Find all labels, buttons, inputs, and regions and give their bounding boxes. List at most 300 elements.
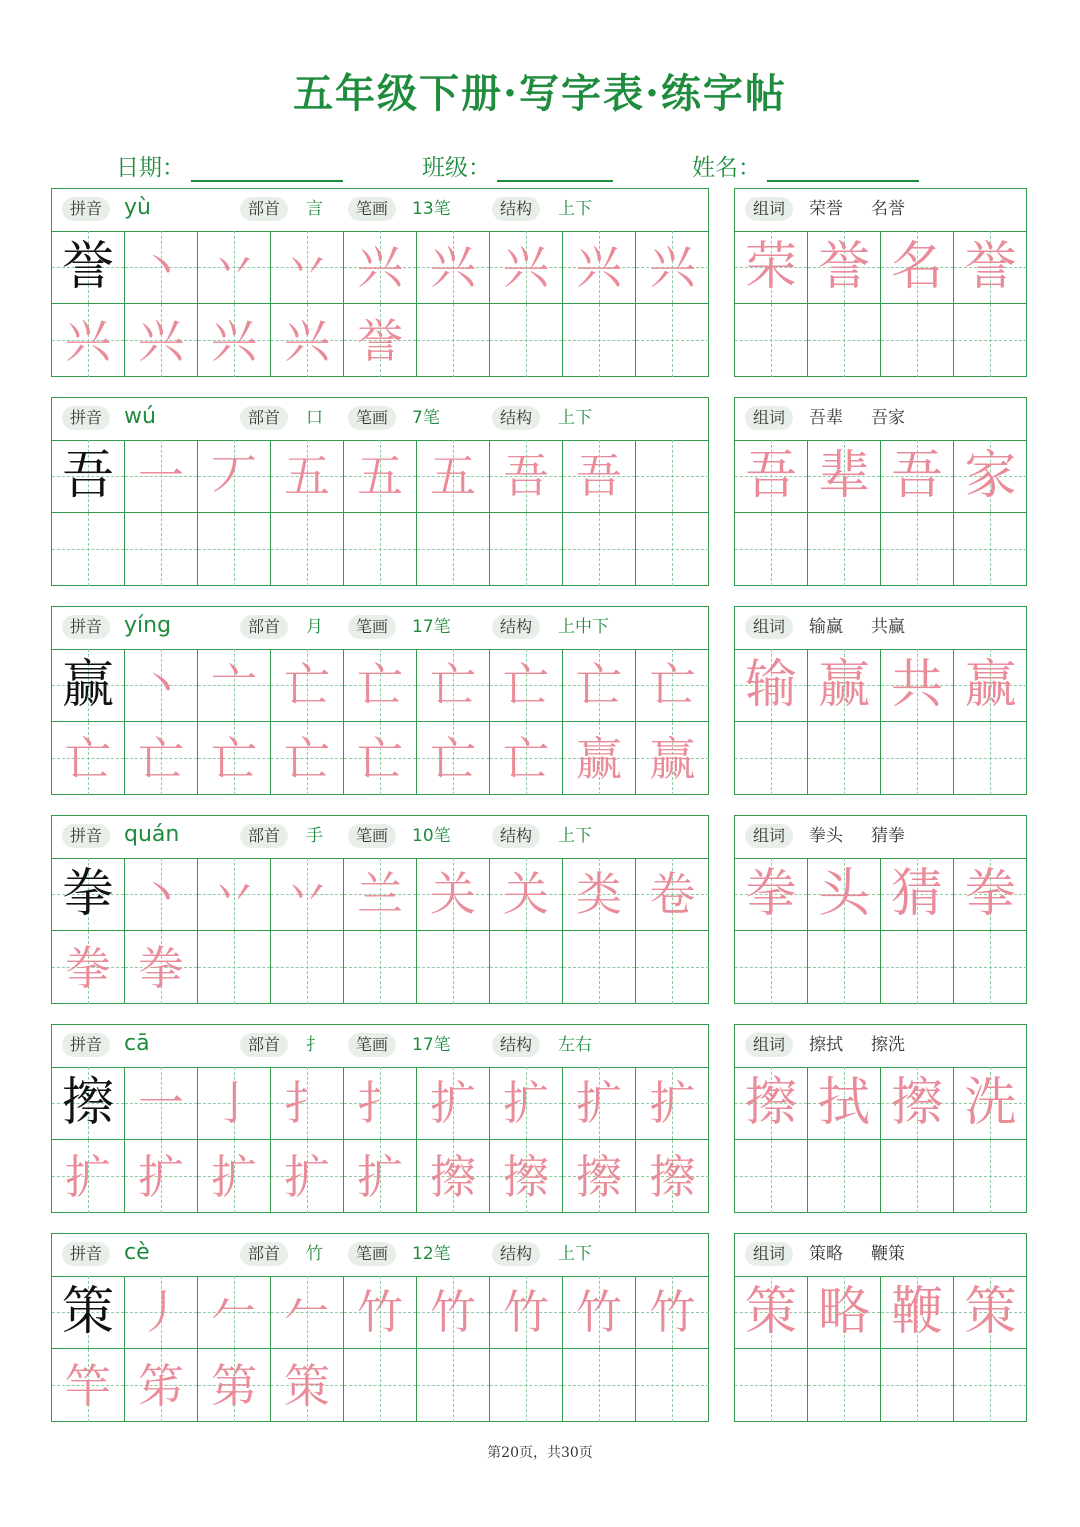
grid-cell[interactable]: [271, 1276, 344, 1349]
radical-value: 手: [306, 826, 323, 846]
grid-cell[interactable]: [735, 1349, 808, 1422]
grid-cell[interactable]: [271, 231, 344, 304]
grid-cell[interactable]: [954, 858, 1027, 931]
radical-tag: 部首: [240, 824, 288, 848]
grid-cell[interactable]: [125, 513, 198, 586]
stroke-step-character: 擦: [430, 1149, 476, 1204]
word-label: 吾辈: [809, 408, 843, 428]
grid-cell[interactable]: [636, 722, 709, 795]
stroke-step-character: 一: [138, 449, 184, 503]
strokes-tag: 笔画: [348, 406, 396, 430]
grid-cell[interactable]: [271, 649, 344, 722]
grid-cell[interactable]: [735, 231, 808, 304]
grid-cell[interactable]: [735, 1067, 808, 1140]
stroke-step-character: 擦: [576, 1149, 622, 1204]
grid-cell[interactable]: [954, 722, 1027, 795]
grid-cell[interactable]: [954, 931, 1027, 1004]
grid-cell[interactable]: [417, 304, 490, 377]
word-trace-character: 荣: [744, 237, 797, 297]
grid-cell[interactable]: [198, 1140, 271, 1213]
grid-cell[interactable]: [808, 649, 881, 722]
pinyin-tag: 拼音: [62, 1242, 110, 1266]
word-label: 共赢: [871, 617, 905, 637]
word-trace-character: 共: [890, 655, 943, 715]
grid-cell[interactable]: [198, 858, 271, 931]
grid-cell[interactable]: [636, 513, 709, 586]
stroke-step-character: 扩: [138, 1149, 184, 1204]
stroke-step-character: 拳: [65, 940, 111, 995]
grid-cell[interactable]: [563, 1276, 636, 1349]
word-label: 策略: [809, 1244, 843, 1264]
grid-cell[interactable]: [417, 1067, 490, 1140]
grid-cell[interactable]: [52, 722, 125, 795]
strokes-value: 10笔: [412, 826, 451, 846]
stroke-step-character: 丶: [138, 240, 184, 294]
pinyin-tag: 拼音: [62, 615, 110, 639]
structure-tag: 结构: [492, 406, 540, 430]
practice-panel: [51, 1233, 709, 1422]
class-line[interactable]: [497, 152, 613, 182]
structure-tag: 结构: [492, 1033, 540, 1057]
structure-tag: 结构: [492, 615, 540, 639]
stroke-step-character: 亡: [503, 658, 549, 712]
word-label: 擦洗: [871, 1035, 905, 1055]
page-title: 五年级下册·写字表·练字帖: [293, 70, 787, 117]
grid-cell[interactable]: [808, 304, 881, 377]
word-trace-character: 策: [744, 1282, 797, 1342]
stroke-step-character: 第: [211, 1358, 257, 1413]
stroke-step-character: 丷: [211, 240, 257, 294]
grid-cell[interactable]: [735, 1276, 808, 1349]
grid-cell[interactable]: [636, 231, 709, 304]
class-label: 班级：: [422, 155, 491, 181]
words-header: [735, 607, 1026, 650]
model-character: 吾: [61, 446, 114, 506]
grid-cell[interactable]: [881, 931, 954, 1004]
radical-value: 扌: [306, 1035, 323, 1055]
word-trace-character: 头: [817, 864, 870, 924]
pinyin-tag: 拼音: [62, 1033, 110, 1057]
grid-cell[interactable]: [52, 649, 125, 722]
grid-cell[interactable]: [198, 722, 271, 795]
structure-tag: 结构: [492, 824, 540, 848]
grid-cell[interactable]: [125, 1276, 198, 1349]
grid-cell[interactable]: [954, 1349, 1027, 1422]
grid-cell[interactable]: [563, 1349, 636, 1422]
grid-cell[interactable]: [881, 1349, 954, 1422]
name-field: [692, 146, 919, 182]
grid-cell[interactable]: [636, 1140, 709, 1213]
stroke-step-character: 扩: [357, 1149, 403, 1204]
stroke-step-character: 兴: [65, 313, 111, 368]
grid-cell[interactable]: [490, 931, 563, 1004]
grid-cell[interactable]: [881, 440, 954, 513]
word-trace-character: 擦: [744, 1073, 797, 1133]
stroke-step-character: 兴: [211, 313, 257, 368]
words-tag: 组词: [745, 1242, 793, 1266]
page-footer: 第20页，共30页: [487, 1445, 593, 1461]
word-trace-character: 拳: [964, 864, 1017, 924]
grid-cell[interactable]: [271, 1349, 344, 1422]
grid-cell[interactable]: [198, 649, 271, 722]
grid-cell[interactable]: [490, 231, 563, 304]
radical-tag: 部首: [240, 615, 288, 639]
grid-cell[interactable]: [125, 304, 198, 377]
structure-tag: 结构: [492, 197, 540, 221]
radical-tag: 部首: [240, 406, 288, 430]
stroke-step-character: 竹: [503, 1285, 549, 1339]
date-line[interactable]: [191, 152, 343, 182]
stroke-step-character: 亡: [65, 731, 111, 786]
pinyin-tag: 拼音: [62, 406, 110, 430]
word-label: 擦拭: [809, 1035, 843, 1055]
word-label: 鞭策: [871, 1244, 905, 1264]
grid-cell[interactable]: [52, 931, 125, 1004]
stroke-step-character: 擦: [503, 1149, 549, 1204]
word-trace-character: 辈: [817, 446, 870, 506]
words-header: [735, 189, 1026, 232]
grid-cell[interactable]: [198, 931, 271, 1004]
grid-cell[interactable]: [735, 513, 808, 586]
grid-cell[interactable]: [125, 858, 198, 931]
words-tag: 组词: [745, 615, 793, 639]
grid-cell[interactable]: [490, 649, 563, 722]
grid-cell[interactable]: [490, 1067, 563, 1140]
grid-cell[interactable]: [52, 440, 125, 513]
grid-cell[interactable]: [198, 1276, 271, 1349]
model-character: 誉: [61, 237, 114, 297]
grid-cell[interactable]: [125, 440, 198, 513]
practice-panel: [51, 606, 709, 795]
name-line[interactable]: [767, 152, 919, 182]
strokes-tag: 笔画: [348, 197, 396, 221]
practice-panel: [51, 1024, 709, 1213]
grid-cell[interactable]: [198, 440, 271, 513]
words-header: [735, 1025, 1026, 1068]
word-trace-character: 名: [890, 237, 943, 297]
stroke-step-character: 亡: [357, 731, 403, 786]
grid-cell[interactable]: [417, 440, 490, 513]
model-character: 赢: [61, 655, 114, 715]
stroke-step-character: 关: [503, 867, 549, 921]
stroke-step-character: 五: [284, 449, 330, 503]
grid-cell[interactable]: [417, 231, 490, 304]
grid-cell[interactable]: [417, 1349, 490, 1422]
radical-value: 竹: [306, 1244, 323, 1264]
grid-cell[interactable]: [881, 1140, 954, 1213]
grid-cell[interactable]: [808, 231, 881, 304]
radical-tag: 部首: [240, 1033, 288, 1057]
grid-cell[interactable]: [881, 513, 954, 586]
grid-cell[interactable]: [417, 722, 490, 795]
stroke-step-character: 丿: [138, 1285, 184, 1339]
stroke-step-character: 兴: [430, 240, 476, 294]
stroke-step-character: 亡: [576, 658, 622, 712]
stroke-step-character: 卷: [649, 867, 696, 921]
grid-cell[interactable]: [735, 1140, 808, 1213]
words-tag: 组词: [745, 197, 793, 221]
grid-cell[interactable]: [344, 1276, 417, 1349]
strokes-tag: 笔画: [348, 615, 396, 639]
word-trace-character: 誉: [817, 237, 870, 297]
grid-cell[interactable]: [344, 304, 417, 377]
grid-cell[interactable]: [881, 231, 954, 304]
grid-cell[interactable]: [198, 304, 271, 377]
stroke-step-character: 兴: [503, 240, 549, 294]
grid-cell[interactable]: [808, 722, 881, 795]
grid-cell[interactable]: [563, 231, 636, 304]
stroke-step-character: 𠂉: [211, 1285, 257, 1339]
grid-cell[interactable]: [954, 649, 1027, 722]
grid-cell[interactable]: [125, 649, 198, 722]
grid-cell[interactable]: [271, 858, 344, 931]
grid-cell[interactable]: [344, 722, 417, 795]
grid-cell[interactable]: [198, 231, 271, 304]
stroke-step-character: 扩: [211, 1149, 257, 1204]
grid-cell[interactable]: [735, 440, 808, 513]
grid-cell[interactable]: [881, 722, 954, 795]
grid-cell[interactable]: [954, 231, 1027, 304]
stroke-step-character: 誉: [357, 313, 403, 368]
grid-cell[interactable]: [344, 649, 417, 722]
grid-cell[interactable]: [490, 1140, 563, 1213]
grid-cell[interactable]: [52, 858, 125, 931]
stroke-step-character: 赢: [649, 731, 696, 786]
grid-cell[interactable]: [636, 304, 709, 377]
grid-cell[interactable]: [344, 1067, 417, 1140]
grid-cell[interactable]: [735, 649, 808, 722]
grid-cell[interactable]: [881, 858, 954, 931]
grid-cell[interactable]: [52, 1349, 125, 1422]
word-trace-character: 家: [964, 446, 1017, 506]
pinyin-value: yù: [124, 195, 151, 220]
stroke-step-character: 丷: [211, 867, 257, 921]
grid-cell[interactable]: [417, 513, 490, 586]
stroke-step-character: 扩: [503, 1076, 549, 1130]
grid-cell[interactable]: [125, 1349, 198, 1422]
grid-cell[interactable]: [417, 858, 490, 931]
grid-cell[interactable]: [881, 304, 954, 377]
grid-cell[interactable]: [344, 1349, 417, 1422]
char-info-header: [52, 189, 708, 232]
stroke-step-character: 亡: [357, 658, 403, 712]
radical-tag: 部首: [240, 1242, 288, 1266]
stroke-step-character: 一: [138, 1076, 184, 1130]
grid-cell[interactable]: [563, 649, 636, 722]
grid-cell[interactable]: [344, 858, 417, 931]
words-panel: [734, 188, 1027, 377]
stroke-step-character: 吾: [503, 449, 549, 503]
words-panel: [734, 815, 1027, 1004]
stroke-step-character: 丷: [284, 867, 330, 921]
grid-cell[interactable]: [417, 649, 490, 722]
grid-cell[interactable]: [271, 440, 344, 513]
stroke-step-character: 亡: [430, 658, 476, 712]
grid-cell[interactable]: [563, 931, 636, 1004]
grid-cell[interactable]: [417, 1140, 490, 1213]
grid-cell[interactable]: [344, 440, 417, 513]
pinyin-value: wú: [124, 404, 156, 429]
grid-cell[interactable]: [344, 231, 417, 304]
grid-cell[interactable]: [344, 513, 417, 586]
strokes-tag: 笔画: [348, 1242, 396, 1266]
structure-value: 左右: [558, 1035, 592, 1055]
grid-cell[interactable]: [954, 1140, 1027, 1213]
practice-panel: [51, 397, 709, 586]
char-info-header: [52, 816, 708, 859]
grid-cell[interactable]: [563, 858, 636, 931]
grid-cell[interactable]: [735, 722, 808, 795]
grid-cell[interactable]: [125, 231, 198, 304]
name-label: 姓名：: [692, 155, 761, 181]
grid-cell[interactable]: [271, 304, 344, 377]
stroke-step-character: 兴: [138, 313, 184, 368]
grid-cell[interactable]: [954, 1276, 1027, 1349]
word-trace-character: 吾: [744, 446, 797, 506]
stroke-step-character: 扩: [649, 1076, 696, 1130]
grid-cell[interactable]: [808, 1276, 881, 1349]
grid-cell[interactable]: [271, 931, 344, 1004]
pinyin-value: cā: [124, 1031, 150, 1056]
grid-cell[interactable]: [344, 1140, 417, 1213]
stroke-step-character: 擦: [649, 1149, 696, 1204]
grid-cell[interactable]: [52, 1140, 125, 1213]
structure-value: 上下: [558, 408, 592, 428]
stroke-step-character: 拳: [138, 940, 184, 995]
stroke-step-character: 扩: [576, 1076, 622, 1130]
stroke-step-character: 策: [284, 1358, 330, 1413]
grid-cell[interactable]: [636, 858, 709, 931]
stroke-step-character: 亡: [138, 731, 184, 786]
word-trace-character: 拭: [817, 1073, 870, 1133]
model-character: 策: [61, 1282, 114, 1342]
stroke-step-character: 竹: [357, 1285, 403, 1339]
word-trace-character: 誉: [964, 237, 1017, 297]
stroke-step-character: 丶: [138, 867, 184, 921]
char-info-header: [52, 1025, 708, 1068]
stroke-step-character: 亡: [284, 658, 330, 712]
radical-value: 月: [306, 617, 323, 637]
grid-cell[interactable]: [52, 513, 125, 586]
date-label: 日期：: [116, 155, 185, 181]
grid-cell[interactable]: [563, 440, 636, 513]
grid-cell[interactable]: [198, 1067, 271, 1140]
char-info-header: [52, 607, 708, 650]
grid-cell[interactable]: [490, 722, 563, 795]
grid-cell[interactable]: [125, 1140, 198, 1213]
grid-cell[interactable]: [490, 440, 563, 513]
grid-cell[interactable]: [125, 1067, 198, 1140]
grid-cell[interactable]: [808, 1067, 881, 1140]
grid-cell[interactable]: [271, 722, 344, 795]
grid-cell[interactable]: [271, 1140, 344, 1213]
grid-cell[interactable]: [735, 858, 808, 931]
grid-cell[interactable]: [808, 513, 881, 586]
pinyin-value: quán: [124, 822, 180, 847]
strokes-value: 12笔: [412, 1244, 451, 1264]
grid-cell[interactable]: [198, 1349, 271, 1422]
radical-value: 言: [306, 199, 323, 219]
grid-cell[interactable]: [271, 513, 344, 586]
grid-cell[interactable]: [417, 1276, 490, 1349]
grid-cell[interactable]: [490, 1276, 563, 1349]
word-trace-character: 策: [964, 1282, 1017, 1342]
stroke-step-character: 亠: [211, 658, 257, 712]
grid-cell[interactable]: [344, 931, 417, 1004]
grid-cell[interactable]: [417, 931, 490, 1004]
grid-cell[interactable]: [636, 931, 709, 1004]
stroke-step-character: 兴: [357, 240, 403, 294]
grid-cell[interactable]: [636, 1276, 709, 1349]
grid-cell[interactable]: [563, 513, 636, 586]
grid-cell[interactable]: [490, 858, 563, 931]
grid-cell[interactable]: [52, 1276, 125, 1349]
grid-cell[interactable]: [52, 304, 125, 377]
class-field: [422, 146, 613, 182]
grid-cell[interactable]: [881, 649, 954, 722]
grid-cell[interactable]: [881, 1276, 954, 1349]
pinyin-tag: 拼音: [62, 824, 110, 848]
model-character: 拳: [61, 864, 114, 924]
grid-cell[interactable]: [490, 513, 563, 586]
words-tag: 组词: [745, 824, 793, 848]
char-info-header: [52, 398, 708, 441]
word-label: 荣誉: [809, 199, 843, 219]
grid-cell[interactable]: [954, 513, 1027, 586]
grid-cell[interactable]: [563, 304, 636, 377]
stroke-step-character: 竿: [65, 1358, 111, 1413]
words-panel: [734, 397, 1027, 586]
grid-cell[interactable]: [636, 1349, 709, 1422]
grid-cell[interactable]: [881, 1067, 954, 1140]
grid-cell[interactable]: [271, 1067, 344, 1140]
grid-cell[interactable]: [735, 931, 808, 1004]
word-trace-character: 鞭: [890, 1282, 943, 1342]
words-panel: [734, 1233, 1027, 1422]
grid-cell[interactable]: [52, 231, 125, 304]
grid-cell[interactable]: [125, 931, 198, 1004]
grid-cell[interactable]: [563, 722, 636, 795]
grid-cell[interactable]: [563, 1067, 636, 1140]
grid-cell[interactable]: [636, 649, 709, 722]
grid-cell[interactable]: [490, 1349, 563, 1422]
stroke-step-character: 扩: [430, 1076, 476, 1130]
grid-cell[interactable]: [954, 1067, 1027, 1140]
grid-cell[interactable]: [563, 1140, 636, 1213]
grid-cell[interactable]: [808, 858, 881, 931]
grid-cell[interactable]: [808, 931, 881, 1004]
grid-cell[interactable]: [198, 513, 271, 586]
grid-cell[interactable]: [808, 1349, 881, 1422]
grid-cell[interactable]: [954, 440, 1027, 513]
stroke-step-character: 关: [430, 867, 476, 921]
grid-cell[interactable]: [52, 1067, 125, 1140]
pinyin-tag: 拼音: [62, 197, 110, 221]
strokes-value: 13笔: [412, 199, 451, 219]
stroke-step-character: 丶: [138, 658, 184, 712]
grid-cell[interactable]: [490, 304, 563, 377]
grid-cell[interactable]: [808, 1140, 881, 1213]
words-header: [735, 1234, 1026, 1277]
grid-cell[interactable]: [125, 722, 198, 795]
grid-cell[interactable]: [808, 440, 881, 513]
stroke-step-character: 类: [576, 867, 622, 921]
grid-cell[interactable]: [954, 304, 1027, 377]
grid-cell[interactable]: [735, 304, 808, 377]
grid-cell[interactable]: [636, 1067, 709, 1140]
stroke-step-character: 五: [430, 449, 476, 503]
grid-cell[interactable]: [636, 440, 709, 513]
